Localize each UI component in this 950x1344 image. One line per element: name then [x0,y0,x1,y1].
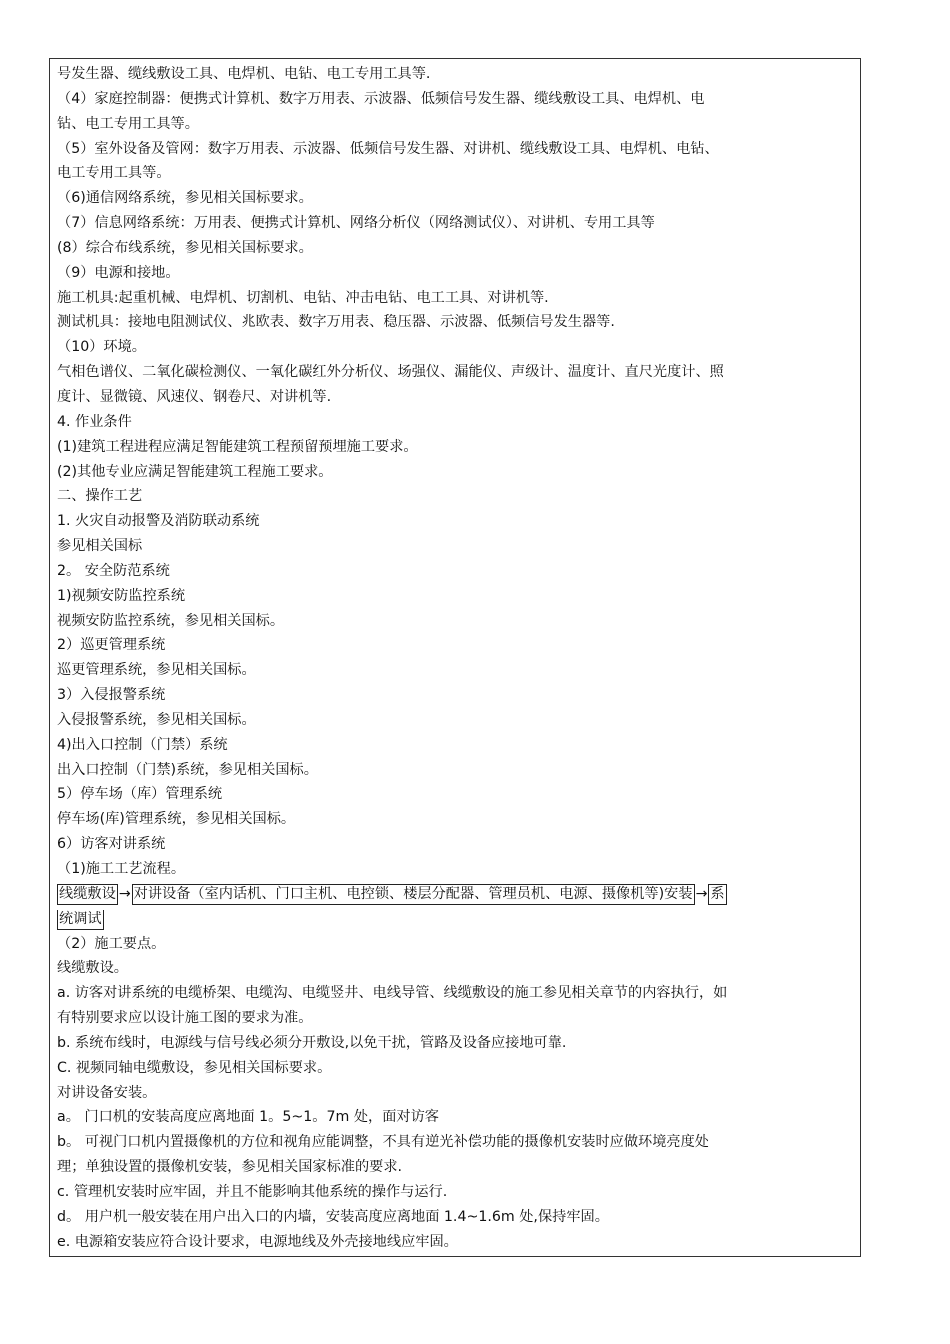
subsection-heading: 4)出入口控制（门禁）系统 [57,736,228,753]
section-heading: 2。 安全防范系统 [57,562,170,579]
text-line: 度计、显微镜、风速仪、钢卷尺、对讲机等. [57,388,332,405]
text-line: 钻、电工专用工具等。 [57,115,199,132]
text-line: e. 电源箱安装应符合设计要求，电源地线及外壳接地线应牢固。 [57,1233,458,1250]
subsection-heading: （2）施工要点。 [57,935,166,952]
text-line: （6)通信网络系统，参见相关国标要求。 [57,190,313,207]
arrow-right-icon: → [118,885,131,902]
text-line: 线缆敷设。 [57,960,128,977]
text-line: 视频安防监控系统，参见相关国标。 [57,612,285,629]
subsection-heading: 1)视频安防监控系统 [57,587,186,604]
text-line: （10）环境。 [57,339,146,356]
text-line: (8）综合布线系统，参见相关国标要求。 [57,239,313,256]
subsection-heading: 6）访客对讲系统 [57,836,166,853]
text-line: 施工机具:起重机械、电焊机、切割机、电钻、冲击电钻、电工工具、对讲机等. [57,289,549,306]
flow-step-cable: 线缆敷设 [57,884,118,905]
text-line: 巡更管理系统，参见相关国标。 [57,662,256,679]
text-line: c. 管理机安装时应牢固，并且不能影响其他系统的操作与运行. [57,1183,448,1200]
process-flow [57,882,855,907]
text-line: （7）信息网络系统：万用表、便携式计算机、网络分析仪（网络测试仪）、对讲机、专用工具等 [57,215,655,232]
text-line: （1)施工工艺流程。 [57,861,186,877]
text-line: 有特别要求应以设计施工图的要求为准。 [57,1010,313,1027]
text-line: 对讲设备安装。 [57,1084,157,1101]
text-line: （9）电源和接地。 [57,264,180,281]
text-line: b。 可视门口机内置摄像机的方位和视角应能调整，不具有逆光补偿功能的摄像机安装时应做环境亮度处 [57,1134,709,1151]
text-line: a。 门口机的安装高度应离地面 1。5~1。7m 处，面对访客 [57,1109,439,1126]
text-line: （4）家庭控制器：便携式计算机、数字万用表、示波器、低频信号发生器、缆线敷设工具、电焊机、电 [57,90,705,107]
text-line: a. 访客对讲系统的电缆桥架、电缆沟、电缆竖井、电线导管、线缆敷设的施工参见相关章节的内容执行，如 [57,985,728,1002]
text-line: 电工专用工具等。 [57,165,171,182]
section-heading: 4. 作业条件 [57,413,132,430]
flow-step-debug-cont: 统调试 [57,910,104,930]
text-line: 测试机具：接地电阻测试仪、兆欧表、数字万用表、稳压器、示波器、低频信号发生器等. [57,314,615,331]
text-line: 气相色谱仪、二氧化碳检测仪、一氧化碳红外分析仪、场强仪、漏能仪、声级计、温度计、直尺光度计、照 [57,364,724,381]
process-flow-continued [57,907,855,932]
section-heading: 二、操作工艺 [57,488,143,505]
flow-step-debug: 系 [708,884,726,905]
text-line: b. 系统布线时，电源线与信号线必须分开敷设,以免干扰，管路及设备应接地可靠. [57,1034,567,1051]
document-body [57,62,855,1255]
subsection-heading: 2）巡更管理系统 [57,637,166,654]
text-line: (2)其他专业应满足智能建筑工程施工要求。 [57,463,333,480]
text-line: 参见相关国标 [57,538,143,555]
subsection-heading: 5）停车场（库）管理系统 [57,786,223,803]
subsection-heading: 3）入侵报警系统 [57,687,166,704]
text-line: 出入口控制（门禁)系统，参见相关国标。 [57,761,318,778]
arrow-right-icon: → [695,885,708,902]
text-line: 入侵报警系统，参见相关国标。 [57,711,256,728]
text-line: 停车场(库)管理系统，参见相关国标。 [57,811,296,828]
section-heading: 1. 火灾自动报警及消防联动系统 [57,513,260,530]
text-line: d。 用户机一般安装在用户出入口的内墙，安装高度应离地面 1.4~1.6m 处,保持牢固。 [57,1208,609,1225]
flow-step-install: 对讲设备（室内话机、门口主机、电控锁、楼层分配器、管理员机、电源、摄像机等)安装 [132,884,695,905]
text-line: （5）室外设备及管网：数字万用表、示波器、低频信号发生器、对讲机、缆线敷设工具、电焊机、电钻、 [57,140,719,157]
text-line: (1)建筑工程进程应满足智能建筑工程预留预埋施工要求。 [57,438,418,455]
text-line: C. 视频同轴电缆敷设，参见相关国标要求。 [57,1059,332,1076]
text-line: 号发生器、缆线敷设工具、电焊机、电钻、电工专用工具等. [57,66,431,82]
text-line: 理；单独设置的摄像机安装，参见相关国家标准的要求. [57,1159,403,1176]
